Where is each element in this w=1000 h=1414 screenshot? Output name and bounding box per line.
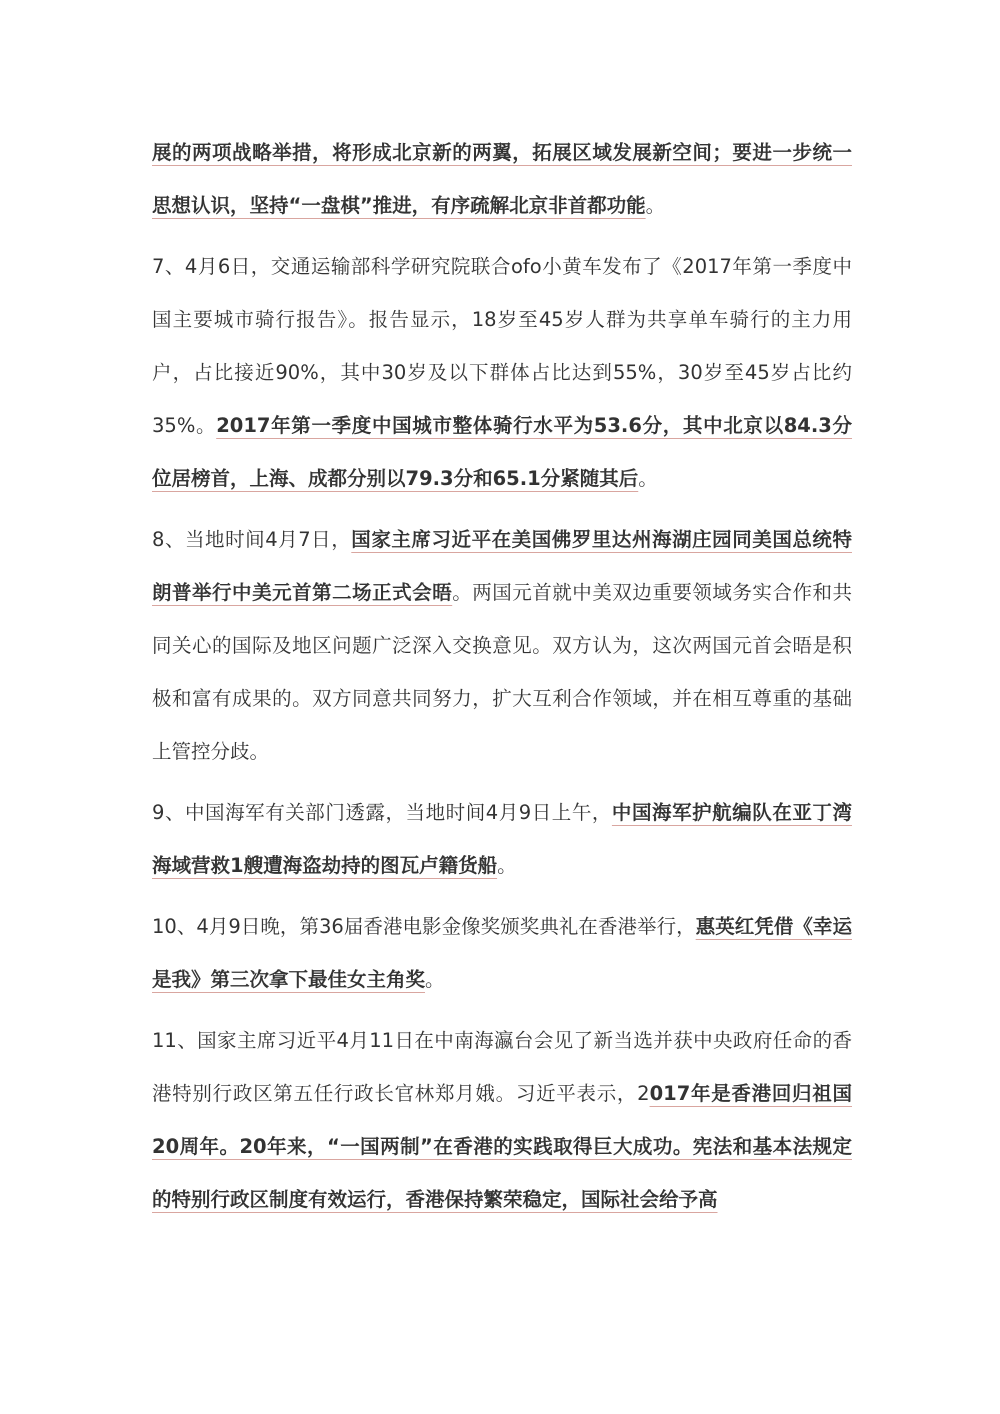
- body-text: 9、中国海军有关部门透露，当地时间4月9日上午，: [152, 801, 612, 824]
- paragraph-item-8: [152, 513, 852, 778]
- body-text: 10、4月9日晚，第36届香港电影金像奖颁奖典礼在香港举行，: [152, 915, 696, 938]
- paragraph-item-10: [152, 900, 852, 1006]
- emphasis-text: 中国海军护航编队在亚丁湾海域营救1艘遭海盗劫持的图瓦卢籍货船: [152, 801, 852, 877]
- emphasis-text: 017年是香港回归祖国20周年。20年来，“一国两制”在香港的实践取得巨大成功。宪法和基本法规定的特别行政区制度有效运行，香港保持繁荣稳定，国际社会给予高: [152, 1082, 852, 1211]
- emphasis-text: 2017年第一季度中国城市整体骑行水平为53.6分，其中北京以84.3分位居榜首，上海、成都分别以79.3分和65.1分紧随其后: [152, 414, 853, 490]
- paragraph-item-9: [152, 786, 852, 892]
- body-text: 。: [645, 194, 666, 217]
- body-text: 7、4月6日，交通运输部科学研究院联合ofo小黄车发布了《2017年第一季度中国主要城市骑行报告》。报告显示，18岁至45岁人群为共享单车骑行的主力用户，占比接近90%，其中30岁及以下群体占比达到55%，30岁至45岁占比约35%。: [152, 255, 852, 437]
- emphasis-text: 惠英红凭借《幸运是我》第三次拿下最佳女主角奖: [152, 915, 852, 991]
- news-content: [152, 126, 852, 1234]
- emphasis-text: 展的两项战略举措，将形成北京新的两翼，拓展区域发展新空间；要进一步统一思想认识，坚持“一盘棋”推进，有序疏解北京非首都功能: [152, 141, 852, 217]
- body-text: 。两国元首就中美双边重要领域务实合作和共同关心的国际及地区问题广泛深入交换意见。双方认为，这次两国元首会晤是积极和富有成果的。双方同意共同努力，扩大互利合作领域，并在相互尊重的基础上管控分歧。: [152, 581, 852, 763]
- body-text: 11、国家主席习近平4月11日在中南海瀛台会见了新当选并获中央政府任命的香港特别行政区第五任行政长官林郑月娥。习近平表示，2: [152, 1029, 852, 1105]
- body-text: 。: [497, 854, 517, 877]
- emphasis-text: 国家主席习近平在美国佛罗里达州海湖庄园同美国总统特朗普举行中美元首第二场正式会晤: [152, 528, 852, 604]
- body-text: 。: [425, 968, 445, 991]
- paragraph-item-7: [152, 240, 852, 505]
- paragraph-continuation: [152, 126, 852, 232]
- body-text: 。: [638, 467, 658, 490]
- body-text: 8、当地时间4月7日，: [152, 528, 352, 551]
- paragraph-item-11: [152, 1014, 852, 1226]
